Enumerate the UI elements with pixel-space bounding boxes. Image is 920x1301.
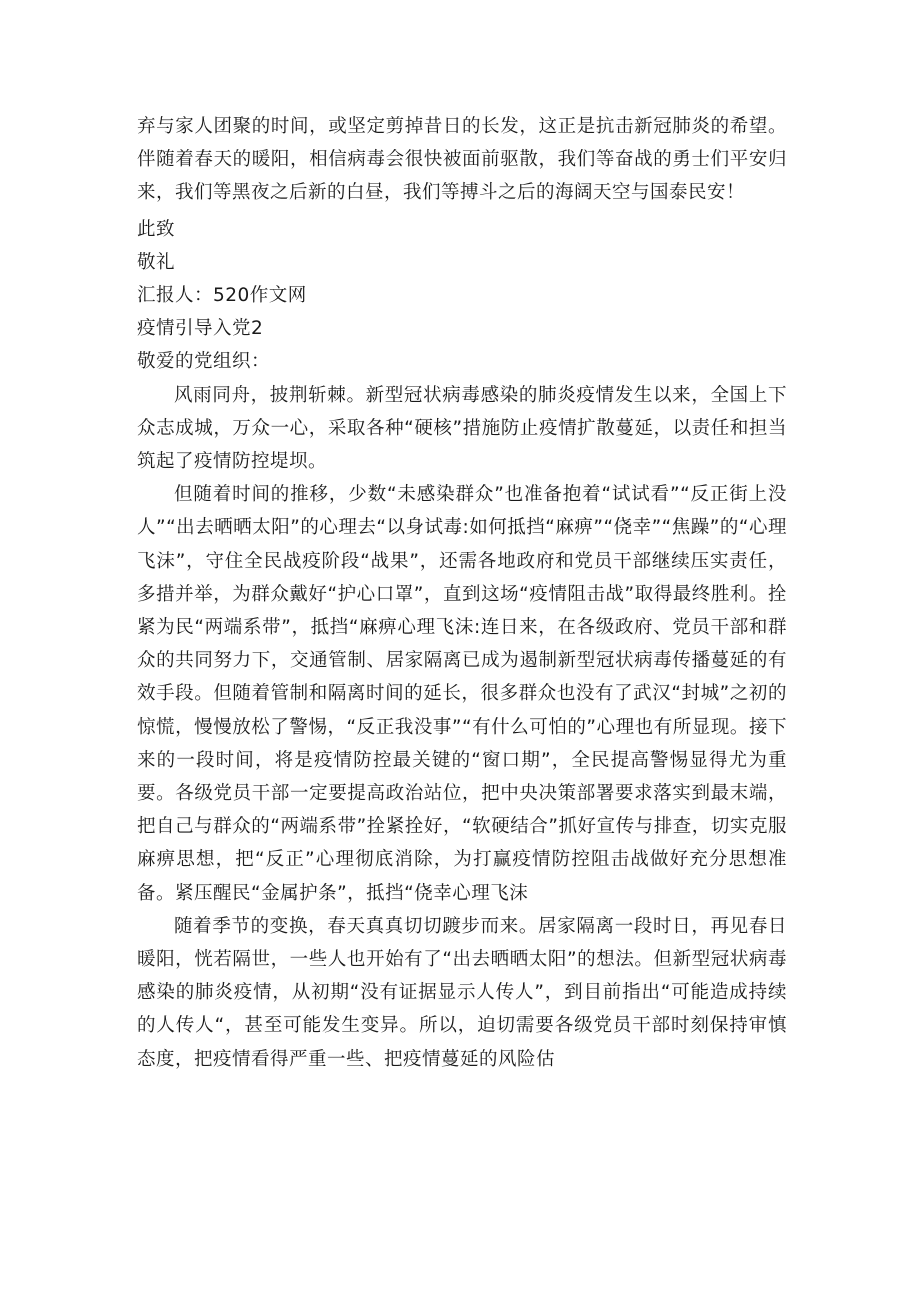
paragraph-body: 随着季节的变换，春天真真切切踱步而来。居家隔离一段时日，再见春日暖阳，恍若隔世，一些人也开始有了“出去晒晒太阳”的想法。但新型冠状病毒感染的肺炎疫情，从初期“没有证据显示人传人”，到目前指出“可能造成持续的人传人“，甚至可能发生变异。所以，迫切需要各级党员干部时刻保持审慎态度，把疫情看得严重一些、把疫情蔓延的风险估 [137,915,787,1070]
closing-regards: 敬礼 [137,251,176,273]
salutation: 敬爱的党组织： [137,351,271,373]
paragraph-continuation: 弃与家人团聚的时间，或坚定剪掉昔日的长发，这正是抗击新冠肺炎的希望。伴随着春天的暖阳，相信病毒会很快被面前驱散，我们等奋战的勇士们平安归来，我们等黑夜之后新的白昼，我们等搏斗之后的海阔天空与国泰民安！ [137,116,787,204]
document-body [137,110,787,1076]
paragraph-body: 风雨同舟，披荆斩棘。新型冠状病毒感染的肺炎疫情发生以来，全国上下众志成城，万众一心，采取各种“硬核”措施防止疫情扩散蔓延，以责任和担当筑起了疫情防控堤坝。 [137,384,787,473]
reporter-line: 汇报人：520作文网 [137,285,307,307]
section-title: 疫情引导入党2 [137,318,264,340]
paragraph-body: 但随着时间的推移，少数“未感染群众”也准备抱着“试试看”“反正街上没人”“出去晒晒太阳”的心理去“以身试毒:如何抵挡“麻痹”“侥幸”“焦躁”的“心理飞沫”，守住全民战疫阶段“战果”，还需各地政府和党员干部继续压实责任，多措并举，为群众戴好“护心口罩”，直到这场“疫情阻击战”取得最终胜利。拴紧为民“两端系带”，抵挡“麻痹心理飞沫:连日来，在各级政府、党员干部和群众的共同努力下，交通管制、居家隔离已成为遏制新型冠状病毒传播蔓延的有效手段。但随着管制和隔离时间的延长，很多群众也没有了武汉“封城”之初的惊慌，慢慢放松了警惕，“反正我没事”“有什么可怕的”心理也有所显现。接下来的一段时间，将是疫情防控最关键的“窗口期”，全民提高警惕显得尤为重要。各级党员干部一定要提高政治站位，把中央决策部署要求落实到最末端，把自己与群众的“两端系带”拴紧拴好，“软硬结合”抓好宣传与排查，切实克服麻痹思想，把“反正”心理彻底消除，为打赢疫情防控阻击战做好充分思想准备。紧压醒民“金属护条”，抵挡“侥幸心理飞沫 [137,484,787,904]
closing-salutation: 此致 [137,218,176,240]
